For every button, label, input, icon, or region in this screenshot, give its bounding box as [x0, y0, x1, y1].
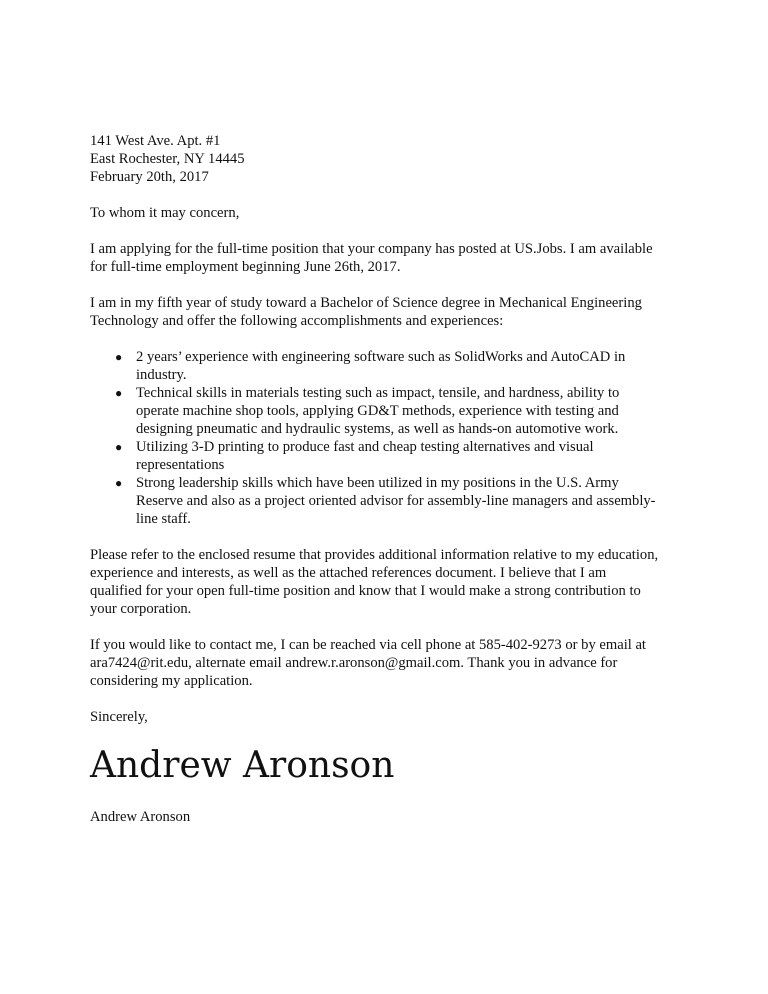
paragraph-line: for full-time employment beginning June 26th, 2017.: [90, 259, 401, 275]
paragraph-line: I am applying for the full-time position that your company has posted at US.Jobs. I am available: [90, 241, 653, 257]
salutation: To whom it may concern,: [90, 205, 240, 221]
list-item-line: Technical skills in materials testing such as impact, tensile, and hardness, ability to: [136, 385, 620, 401]
paragraph-contact: [90, 636, 680, 690]
address-line-2: East Rochester, NY 14445: [90, 151, 245, 167]
list-item: [90, 348, 680, 384]
paragraph-line: ara7424@rit.edu, alternate email andrew.r.aronson@gmail.com. Thank you in advance for: [90, 655, 618, 671]
list-item-line: Reserve and also as a project oriented advisor for assembly-line managers and assembly-: [136, 493, 656, 509]
signature-name: Andrew Aronson: [90, 809, 191, 825]
paragraph-resume: [90, 546, 680, 618]
list-item: [90, 384, 680, 438]
closing: Sincerely,: [90, 709, 148, 725]
list-item-line: Strong leadership skills which have been utilized in my positions in the U.S. Army: [136, 475, 619, 491]
paragraph-line: experience and interests, as well as the attached references document. I believe that I am: [90, 565, 607, 581]
list-item-line: Utilizing 3-D printing to produce fast and cheap testing alternatives and visual: [136, 439, 594, 455]
list-item-line: operate machine shop tools, applying GD&T methods, experience with testing and: [136, 403, 619, 419]
paragraph-intro: [90, 240, 680, 276]
paragraph-line: If you would like to contact me, I can be reached via cell phone at 585-402-9273 or by email at: [90, 637, 646, 653]
paragraph-line: qualified for your open full-time position and know that I would make a strong contribution to: [90, 583, 641, 599]
paragraph-study: [90, 294, 680, 330]
list-item-line: line staff.: [136, 511, 191, 527]
paragraph-line: I am in my fifth year of study toward a Bachelor of Science degree in Mechanical Engineering: [90, 295, 642, 311]
list-item: [90, 474, 680, 528]
list-item-line: 2 years’ experience with engineering software such as SolidWorks and AutoCAD in: [136, 349, 626, 365]
list-item-line: designing pneumatic and hydraulic systems, as well as hands-on automotive work.: [136, 421, 619, 437]
list-item: [90, 438, 680, 474]
bullet-icon: ●: [115, 476, 123, 490]
paragraph-line: your corporation.: [90, 601, 192, 617]
address-line-1: 141 West Ave. Apt. #1: [90, 133, 221, 149]
list-item-line: industry.: [136, 367, 187, 383]
letter-body: [90, 132, 680, 726]
sender-address: [90, 132, 680, 186]
paragraph-line: considering my application.: [90, 673, 253, 689]
bullet-icon: ●: [115, 350, 123, 364]
list-item-line: representations: [136, 457, 225, 473]
paragraph-line: Please refer to the enclosed resume that provides additional information relative to my education,: [90, 547, 659, 563]
bullet-icon: ●: [115, 386, 123, 400]
signature-image: Andrew Aronson: [90, 745, 395, 786]
letter-date: February 20th, 2017: [90, 169, 209, 185]
bullet-icon: ●: [115, 440, 123, 454]
accomplishments-list: [90, 348, 680, 528]
paragraph-line: Technology and offer the following accomplishments and experiences:: [90, 313, 504, 329]
